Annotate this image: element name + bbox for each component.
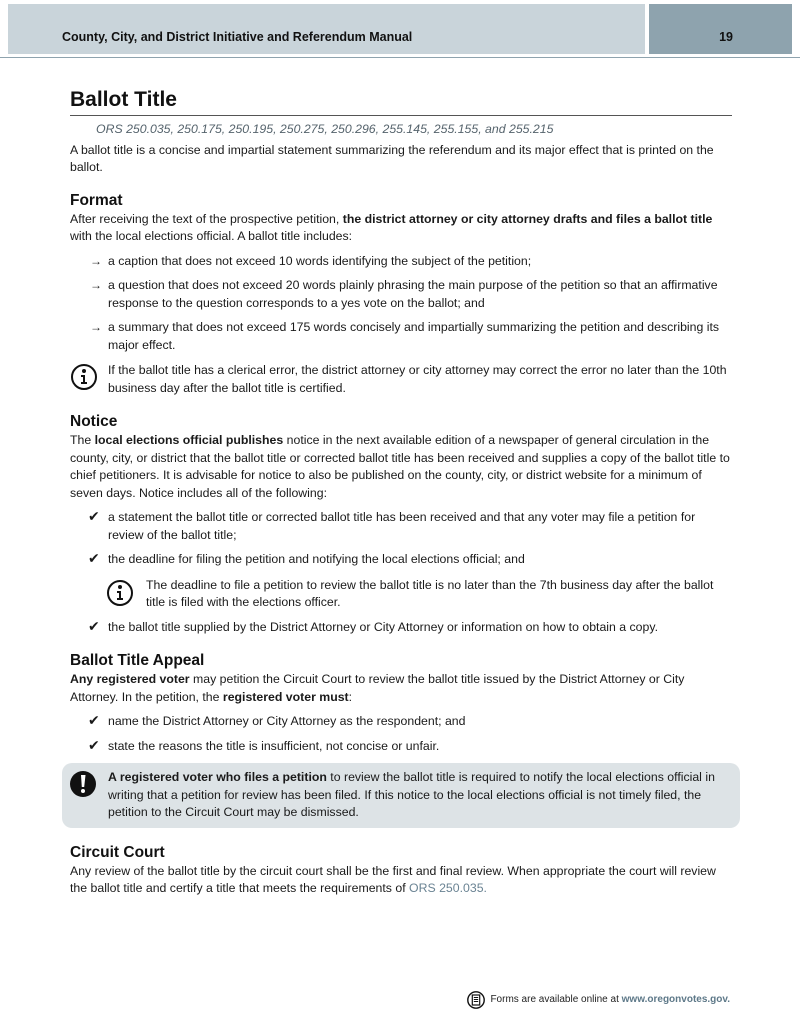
notice-note (70, 577, 732, 612)
list-item (70, 319, 732, 354)
appeal-text-bold-b: registered voter must (222, 689, 349, 704)
notice-section (70, 412, 732, 636)
circuit-text (70, 863, 732, 898)
list-item-text: name the District Attorney or City Attorney as the respondent; and (108, 714, 466, 728)
page-number: 19 (719, 30, 733, 44)
check-icon: ✔ (88, 712, 100, 728)
format-text-b: with the local elections official. A ballot title includes: (70, 229, 353, 243)
notice-heading: Notice (70, 413, 118, 430)
footer-text-body: Forms are available online at (490, 994, 622, 1006)
arrow-icon: → (90, 278, 102, 292)
format-note (70, 362, 732, 397)
list-item (70, 713, 732, 731)
notice-text-bold: local elections official publishes (94, 433, 284, 447)
check-icon: ✔ (88, 736, 100, 753)
appeal-section (70, 651, 732, 828)
main-content (70, 86, 732, 898)
notice-text-a: The (70, 433, 95, 447)
arrow-icon: → (90, 320, 102, 334)
list-item (70, 619, 732, 637)
alert-text-bold: A registered voter who files a petition (108, 770, 327, 784)
format-text-bold: the district attorney or city attorney drafts and files a ballot title (342, 211, 713, 226)
appeal-text (70, 671, 732, 706)
check-icon: ✔ (88, 617, 100, 634)
format-section (70, 191, 732, 398)
format-heading: Format (70, 191, 123, 209)
circuit-text-body: Any review of the ballot title by the circuit court shall be the first and final review. When appropriate the court will review the ballot title and certify a title that meets the requirements of (70, 863, 716, 895)
appeal-list (70, 713, 732, 755)
ballot-title-heading: Ballot Title (70, 86, 732, 116)
check-icon: ✔ (88, 550, 100, 566)
alert-icon (69, 770, 97, 798)
appeal-heading: Ballot Title Appeal (70, 652, 205, 669)
format-list (70, 253, 732, 355)
list-item (70, 551, 732, 569)
appeal-text-a: may petition the Circuit Court to review the ballot title issued by the District Attorney or City Attorney. In the petition, the (70, 672, 685, 704)
forms-icon (467, 991, 485, 1009)
format-text (70, 211, 732, 246)
list-item-text: the ballot title supplied by the District Attorney or City Attorney or information on how to obtain a copy. (108, 619, 659, 634)
notice-list (70, 509, 732, 569)
list-item (70, 253, 732, 271)
notice-list-continued (70, 619, 732, 637)
list-item-text: a statement the ballot title or corrected ballot title has been received and that any voter may file a petition for review of the ballot title; (108, 510, 696, 542)
format-text-a: After receiving the text of the prospective petition, (70, 211, 343, 226)
list-item-text: a caption that does not exceed 10 words identifying the subject of the petition; (108, 253, 532, 268)
notice-note-text: The deadline to file a petition to review the ballot title is no later than the 7th business day after the ballot title is filed with the elections officer. (146, 577, 714, 609)
list-item (70, 277, 732, 312)
alert-text: to review the ballot title is required to notify the local elections official in writing that a petition for review has been filed. If this notice to the local elections official is not timely filed, the petition to the Circuit Court may be dismissed. (108, 770, 715, 819)
ballot-title-intro: A ballot title is a concise and impartial statement summarizing the referendum and its major effect that is printed on the ballot. (70, 142, 714, 174)
appeal-text-bold-a: Any registered voter (70, 672, 190, 686)
page-header (0, 0, 800, 58)
ors-citation: ORS 250.035, 250.175, 250.195, 250.275, 250.296, 255.145, 255.155, and 255.215 (96, 122, 554, 136)
circuit-heading: Circuit Court (70, 843, 165, 861)
page-footer (467, 991, 730, 1009)
list-item (70, 738, 732, 756)
oregonvotes-link[interactable]: www.oregonvotes.gov. (621, 994, 730, 1006)
list-item-text: a question that does not exceed 20 words plainly phrasing the main purpose of the petition so that an affirmative response to the question corresponds to a yes vote on the ballot; and (108, 278, 718, 310)
arrow-icon: → (90, 253, 102, 268)
ors-link[interactable]: ORS 250.035. (409, 881, 487, 895)
notice-text (70, 432, 732, 502)
info-icon (70, 363, 98, 391)
list-item-text: a summary that does not exceed 175 words concisely and impartially summarizing the petition and describing its major effect. (108, 320, 720, 352)
circuit-section (70, 843, 732, 898)
notice-text-b: notice in the next available edition of a newspaper of general circulation in the county, city, or district that the ballot title or corrected ballot title has been received and supplies a copy of the ballot title to chief petitioners. It is advisable for notice to also be published on the county, city, or district website for a minimum of seven days. Notice includes all of the following: (70, 433, 730, 500)
header-title: County, City, and District Initiative and Referendum Manual (62, 30, 413, 44)
format-note-text: If the ballot title has a clerical error, the district attorney or city attorney may correct the error no later than the 10th business day after the ballot title is certified. (108, 363, 727, 395)
footer-text (490, 991, 730, 1009)
appeal-alert-box (62, 763, 740, 828)
list-item-text: the deadline for filing the petition and notifying the local elections official; and (108, 552, 525, 566)
info-icon (106, 579, 134, 607)
check-icon: ✔ (88, 508, 100, 524)
appeal-text-b: : (348, 689, 353, 704)
list-item (70, 509, 732, 544)
list-item-text: state the reasons the title is insufficient, not concise or unfair. (108, 738, 440, 753)
